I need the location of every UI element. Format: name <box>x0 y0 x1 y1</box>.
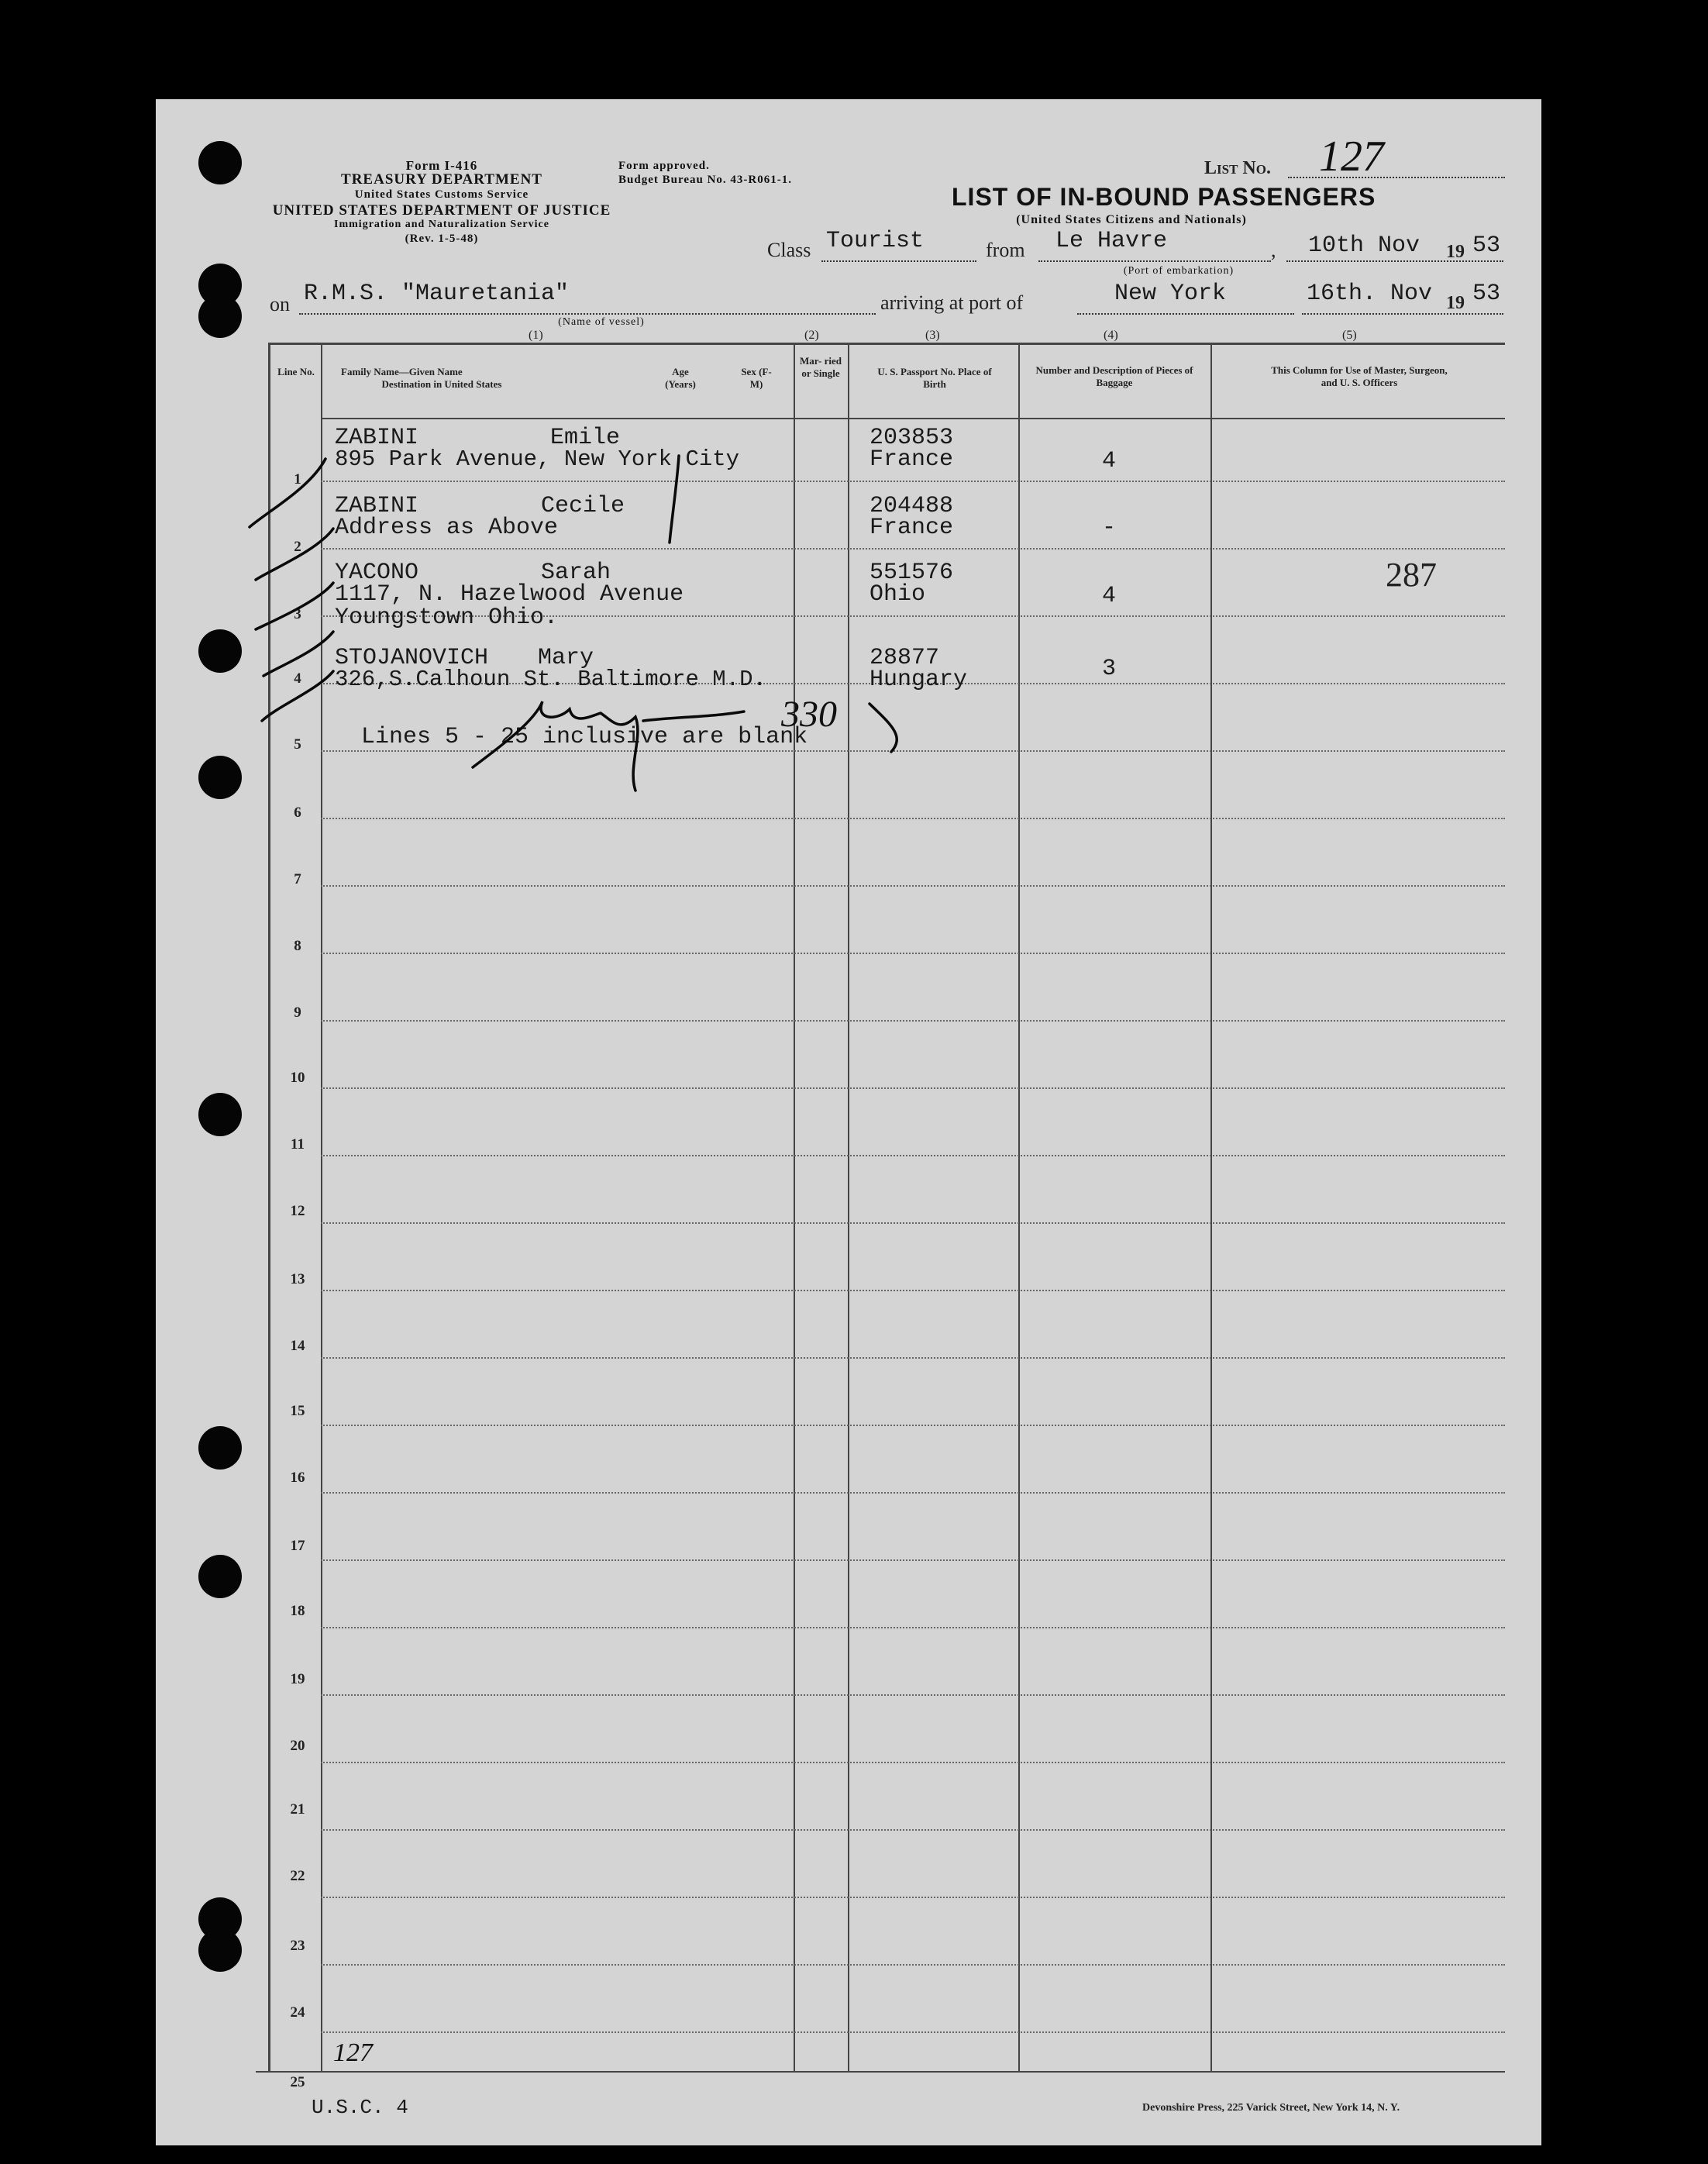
passenger-given-name: Sarah <box>541 560 611 586</box>
line-number: 19 <box>290 1671 305 1687</box>
passenger-family-name: ZABINI <box>335 425 419 451</box>
line-number: 23 <box>290 1938 305 1954</box>
passenger-baggage: - <box>1102 515 1117 541</box>
line-number: 11 <box>291 1136 305 1153</box>
header-line-no: Line No. <box>277 366 315 377</box>
officer-note: 287 <box>1386 556 1437 594</box>
line-number: 22 <box>290 1868 305 1884</box>
line-number: 13 <box>290 1271 305 1287</box>
passenger-passport: 28877 <box>869 645 940 671</box>
line-number: 1 <box>294 471 301 488</box>
line-number: 20 <box>290 1738 305 1754</box>
passenger-passport: 204488 <box>869 493 954 519</box>
embarkation-caption: (Port of embarkation) <box>1123 265 1235 277</box>
treasury-label: TREASURY DEPARTMENT <box>341 171 542 188</box>
passenger-passport: 203853 <box>869 425 954 451</box>
header-family-name: Family Name—Given Name <box>341 366 463 377</box>
passenger-baggage: 3 <box>1102 656 1117 682</box>
list-no-label: List No. <box>1204 158 1271 178</box>
header-destination: Destination in United States <box>381 378 502 390</box>
line-number: 2 <box>294 539 301 555</box>
line-number: 3 <box>294 606 301 622</box>
vessel-caption: (Name of vessel) <box>558 316 645 328</box>
form-number: Form I-416 <box>405 158 478 173</box>
header-age: Age (Years) <box>665 366 696 390</box>
arrival-date: 16th. Nov <box>1307 281 1433 307</box>
passenger-family-name: STOJANOVICH <box>335 645 489 671</box>
passenger-given-name: Emile <box>550 425 621 451</box>
embarkation-port: Le Havre <box>1055 228 1168 254</box>
on-label: on <box>270 293 290 315</box>
passenger-address-line-2: Youngstown Ohio. <box>335 605 559 631</box>
passenger-address: 895 Park Avenue, New York City <box>335 446 740 472</box>
page-title: LIST OF IN-BOUND PASSENGERS <box>952 183 1376 211</box>
line-number: 12 <box>290 1203 305 1219</box>
approval-label: Form approved. <box>618 160 710 172</box>
handwritten-tally: 330 <box>781 694 837 735</box>
blank-lines-note: Lines 5 - 25 inclusive are blank <box>361 724 808 750</box>
line-number: 24 <box>290 2004 305 2021</box>
passenger-family-name: YACONO <box>335 560 419 586</box>
passenger-family-name: ZABINI <box>335 493 419 519</box>
passenger-birthplace: Ohio <box>869 581 926 608</box>
passenger-passport: 551576 <box>869 560 954 586</box>
column-number-1: (1) <box>529 329 543 342</box>
departure-year-prefix: 19 <box>1446 242 1465 262</box>
arrival-port: New York <box>1114 281 1227 307</box>
list-number: 127 <box>1319 133 1384 181</box>
line-number: 6 <box>294 805 301 821</box>
ins-label: Immigration and Naturalization Service <box>334 219 549 230</box>
line-number: 14 <box>290 1338 305 1354</box>
justice-label: UNITED STATES DEPARTMENT OF JUSTICE <box>272 202 611 219</box>
line-number: 21 <box>290 1801 305 1818</box>
departure-date: 10th Nov <box>1308 233 1420 259</box>
from-label: from <box>986 239 1025 261</box>
header-officers: This Column for Use of Master, Surgeon, and U. S. Officers <box>1271 364 1448 388</box>
line-number: 15 <box>290 1403 305 1419</box>
footer-mark: 127 <box>333 2038 373 2067</box>
passenger-birthplace: France <box>869 446 954 473</box>
line-number: 10 <box>290 1070 305 1086</box>
line-number: 5 <box>294 736 301 753</box>
vessel-name: R.M.S. "Mauretania" <box>304 281 570 307</box>
footer-left-code: U.S.C. 4 <box>312 2096 408 2119</box>
header-married: Mar- ried or Single <box>799 355 842 379</box>
line-number: 7 <box>294 871 301 887</box>
arrival-year-prefix: 19 <box>1446 293 1465 313</box>
column-number-4: (4) <box>1104 329 1118 342</box>
passenger-baggage: 4 <box>1102 448 1117 474</box>
passenger-address: 1117, N. Hazelwood Avenue <box>335 581 684 608</box>
budget-label: Budget Bureau No. 43-R061-1. <box>618 174 792 186</box>
line-number: 8 <box>294 938 301 954</box>
printer-credit: Devonshire Press, 225 Varick Street, New York 14, N. Y. <box>1142 2102 1400 2114</box>
class-value: Tourist <box>826 228 925 254</box>
line-number: 4 <box>294 670 301 687</box>
date-comma: , <box>1271 239 1276 261</box>
page-subtitle: (United States Citizens and Nationals) <box>1016 213 1247 226</box>
header-passport: U. S. Passport No. Place of Birth <box>877 366 992 390</box>
line-number: 16 <box>290 1470 305 1486</box>
passenger-address: 326,S.Calhoun St. Baltimore M.D. <box>335 667 766 692</box>
revision-label: (Rev. 1-5-48) <box>405 233 479 245</box>
arriving-label: arriving at port of <box>880 291 1024 314</box>
passenger-address: Address as Above <box>335 515 559 541</box>
passenger-birthplace: France <box>869 515 954 541</box>
arrival-year: 53 <box>1472 281 1501 307</box>
column-number-3: (3) <box>925 329 940 342</box>
column-number-5: (5) <box>1342 329 1357 342</box>
class-label: Class <box>767 239 811 261</box>
line-number: 25 <box>290 2074 305 2090</box>
line-number: 18 <box>290 1603 305 1619</box>
passenger-birthplace: Hungary <box>869 667 968 693</box>
column-number-2: (2) <box>804 329 819 342</box>
customs-label: United States Customs Service <box>354 188 529 201</box>
passenger-baggage: 4 <box>1102 583 1117 609</box>
passenger-given-name: Mary <box>538 645 594 671</box>
header-sex: Sex (F-M) <box>741 366 772 390</box>
line-number: 9 <box>294 1004 301 1021</box>
line-number: 17 <box>290 1538 305 1554</box>
departure-year: 53 <box>1472 233 1501 259</box>
header-baggage: Number and Description of Pieces of Baggage <box>1035 364 1193 388</box>
passenger-given-name: Cecile <box>541 493 625 519</box>
